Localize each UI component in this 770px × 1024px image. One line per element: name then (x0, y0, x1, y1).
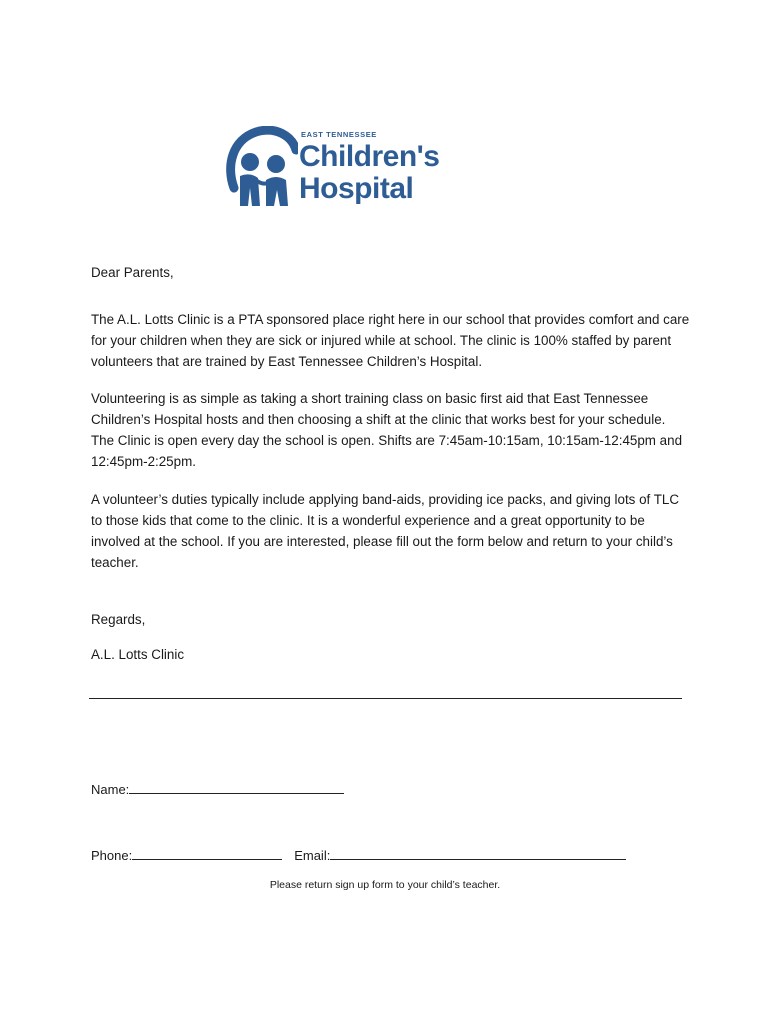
letter-greeting: Dear Parents, (91, 265, 174, 280)
letter-signer: A.L. Lotts Clinic (91, 647, 185, 662)
name-blank-line[interactable] (129, 780, 344, 794)
letter-paragraph-volunteering: Volunteering is as simple as taking a short training class on basic first aid that East Tennessee Children’s Hospital hosts and then choosing a shift at the clinic that works best for your schedule. The Clinic is open every day the school is open. Shifts are 7:45am-10:15am, 10:15am-12:45pm and 12:45pm-2:25pm. (91, 391, 683, 470)
name-field-row (91, 780, 344, 797)
return-instructions: Please return sign up form to your child’s teacher. (269, 879, 501, 891)
contact-field-row (91, 846, 626, 863)
phone-label: Phone: (91, 848, 133, 863)
name-label: Name: (91, 782, 130, 797)
email-blank-line[interactable] (330, 846, 626, 860)
children-figures-icon (226, 126, 298, 214)
logo-region-text: EAST TENNESSEE (301, 130, 377, 139)
form-divider (89, 698, 682, 699)
hospital-logo (226, 126, 440, 216)
phone-blank-line[interactable] (132, 846, 282, 860)
letter-paragraph-intro: The A.L. Lotts Clinic is a PTA sponsored place right here in our school that provides comfort and care for your children when they are sick or injured while at school. The clinic is 100% staffed by parent volunteers that are trained by East Tennessee Children’s Hospital. (91, 312, 690, 370)
email-label: Email: (294, 848, 331, 863)
logo-name-line1: Children's (299, 140, 440, 173)
letter-paragraph-duties: A volunteer’s duties typically include applying band-aids, providing ice packs, and giving lots of TLC to those kids that come to the clinic. It is a wonderful experience and a great opportunity to be involved at the school. If you are interested, please fill out the form below and return to your child’s teacher. (91, 492, 680, 571)
logo-name-line2: Hospital (299, 172, 414, 205)
letter-closing: Regards, (91, 612, 146, 627)
